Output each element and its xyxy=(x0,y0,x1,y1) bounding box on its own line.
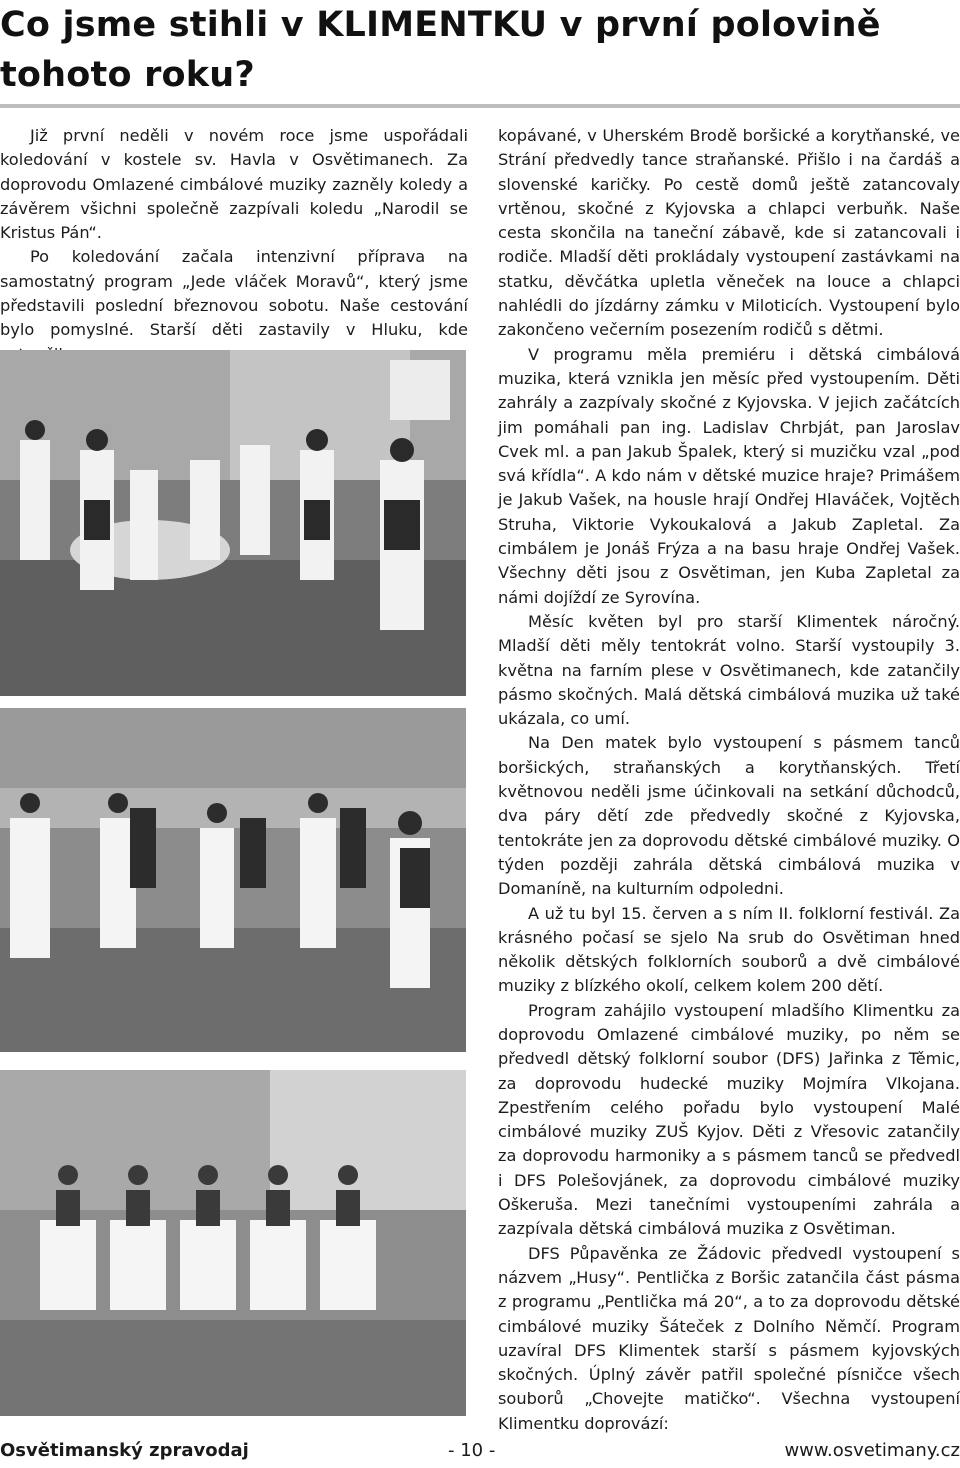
title-divider xyxy=(0,104,960,108)
photo-graphic xyxy=(0,708,466,1052)
paragraph: kopávané, v Uherském Brodě boršické a korytňanské, ve Strání předvedly tance straňanské. Přišlo i na čardáš a slovenské karičky. Po cestě domů ještě zatancovaly vrtěnou, skočné z Kyjovska a chlapci verbuňk. Naše cesta skončila na taneční zábavě, kde si zatancovali i rodiče. Mladší děti prokládaly vystoupení zastávkami na statku, děvčátka upletla věneček na louce a chlapci nahlédli do jízdárny zámku v Miloticích. Vystoupení bylo zakončeno večerním posezením rodičů s dětmi. xyxy=(498,126,960,340)
paragraph: Na Den matek bylo vystoupení s pásmem tanců boršických, straňanských a korytňanských. Třetí květnovou neděli jsme účinkovali na setkání důchodců, dva páry dětí zde předvedly skočné z Kyjovska, tentokráte jen za doprovodu dětské cimbálové muziky. O týden později zahrála dětská cimbálová muzika v Domaníně, na kulturním odpoledni. xyxy=(498,733,960,899)
paragraph: Program zahájilo vystoupení mladšího Klimentku za doprovodu Omlazené cimbálové muziky, po něm se předvedl dětský folklorní soubor (DFS) Jařinka z Těmic, za doprovodu hudecké muziky Mojmíra Vlkojana. Zpestřením celého pořadu bylo vystoupení Malé cimbálové muziky ZUŠ Kyjov. Děti z Vřesovic zatančily za doprovodu harmoniky a s pásmem tanců se předvedl i DFS Polešovjánek, za doprovodu cimbálové muziky Oškeruša. Mezi tanečními vystoupeními zahrála a zazpívala dětská cimbálová muzika z Osvětiman. xyxy=(498,1000,960,1239)
photo-girls-dancing-costumes xyxy=(0,708,466,1052)
website-link[interactable]: www.osvetimany.cz xyxy=(784,1440,960,1461)
photo-girls-in-line xyxy=(0,1070,466,1416)
paragraph: DFS Půpavěnka ze Žádovic předvedl vystoupení s názvem „Husy“. Pentlička z Boršic zatančila část pásma z programu „Pentlička má 20“, a to za doprovodu dětské cimbálové muziky Šáteček z Dolního Němčí. Program uzavíral DFS Klimentek starší s pásmem kyjovských skočných. Úplný závěr patřil společné písničce všech souborů „Chovejte matičko“. Všechna vystoupení Klimentku doprovází: xyxy=(498,1243,960,1433)
paragraph: Měsíc květen byl pro starší Klimentek náročný. Mladší děti měly tentokrát volno. Starší vystoupily 3. května na farním plese v Osvětimanech, kde zatančily pásmo skočných. Malá dětská cimbálová muzika už také ukázala, co umí. xyxy=(498,611,960,729)
photo-graphic xyxy=(0,350,466,696)
paragraph: A už tu byl 15. červen a s ním II. folklorní festivál. Za krásného počasí se sjelo Na srub do Osvětiman hned několik dětských folklorních souborů a dvě cimbálové muziky z blízkého okolí, celkem kolem 200 dětí. xyxy=(498,903,960,996)
publication-name: Osvětimanský zpravodaj xyxy=(0,1440,249,1461)
left-column xyxy=(0,124,468,367)
paragraph: Po koledování začala intenzivní příprava na samostatný program „Jede vláček Moravů“, který jsme představili poslední březnovou sobotu. Naše cestování bylo pomyslné. Starší děti zastavily v Hluku, kde xyxy=(0,247,468,340)
photo-children-dancing-hall xyxy=(0,350,466,696)
right-column xyxy=(498,124,960,1436)
article-title: Co jsme stihli v KLIMENTKU v první polovině tohoto roku? xyxy=(0,5,881,95)
paragraph: V programu měla premiéru i dětská cimbálová muzika, která vznikla jen měsíc před vystoupením. Děti zahrály a zazpívaly skočné z Kyjovska. V jejich začátcích jim pomáhali pan ing. Ladislav Chrbját, pan Jaroslav Cvek ml. a pan Jakub Špalek, který si muzičku vzal „pod svá křídla“. A kdo nám v dětské muzice hraje? Primášem je Jakub Vašek, na housle hrají Ondřej Hlaváček, Vojtěch Struha, Viktorie Vykoukalová a Jakub Zapletal. Za cimbálem je Jonáš Frýza a na basu hraje Ondřej Vašek. Všechny děti jsou z Osvětiman, jen Kuba Zapletal za námi dojíždí ze Syrovína. xyxy=(498,344,960,607)
photo-graphic xyxy=(0,1070,466,1416)
page-footer xyxy=(0,1440,960,1468)
paragraph: Již první neděli v novém roce jsme uspořádali koledování v kostele sv. Havla v Osvětimanech. Za doprovodu Omlazené cimbálové muziky zazněly koledy a závěrem všichni společně zazpívali koledu „Narodil se Kristus Pán“. xyxy=(0,126,468,243)
page-number: - 10 - xyxy=(448,1440,496,1461)
